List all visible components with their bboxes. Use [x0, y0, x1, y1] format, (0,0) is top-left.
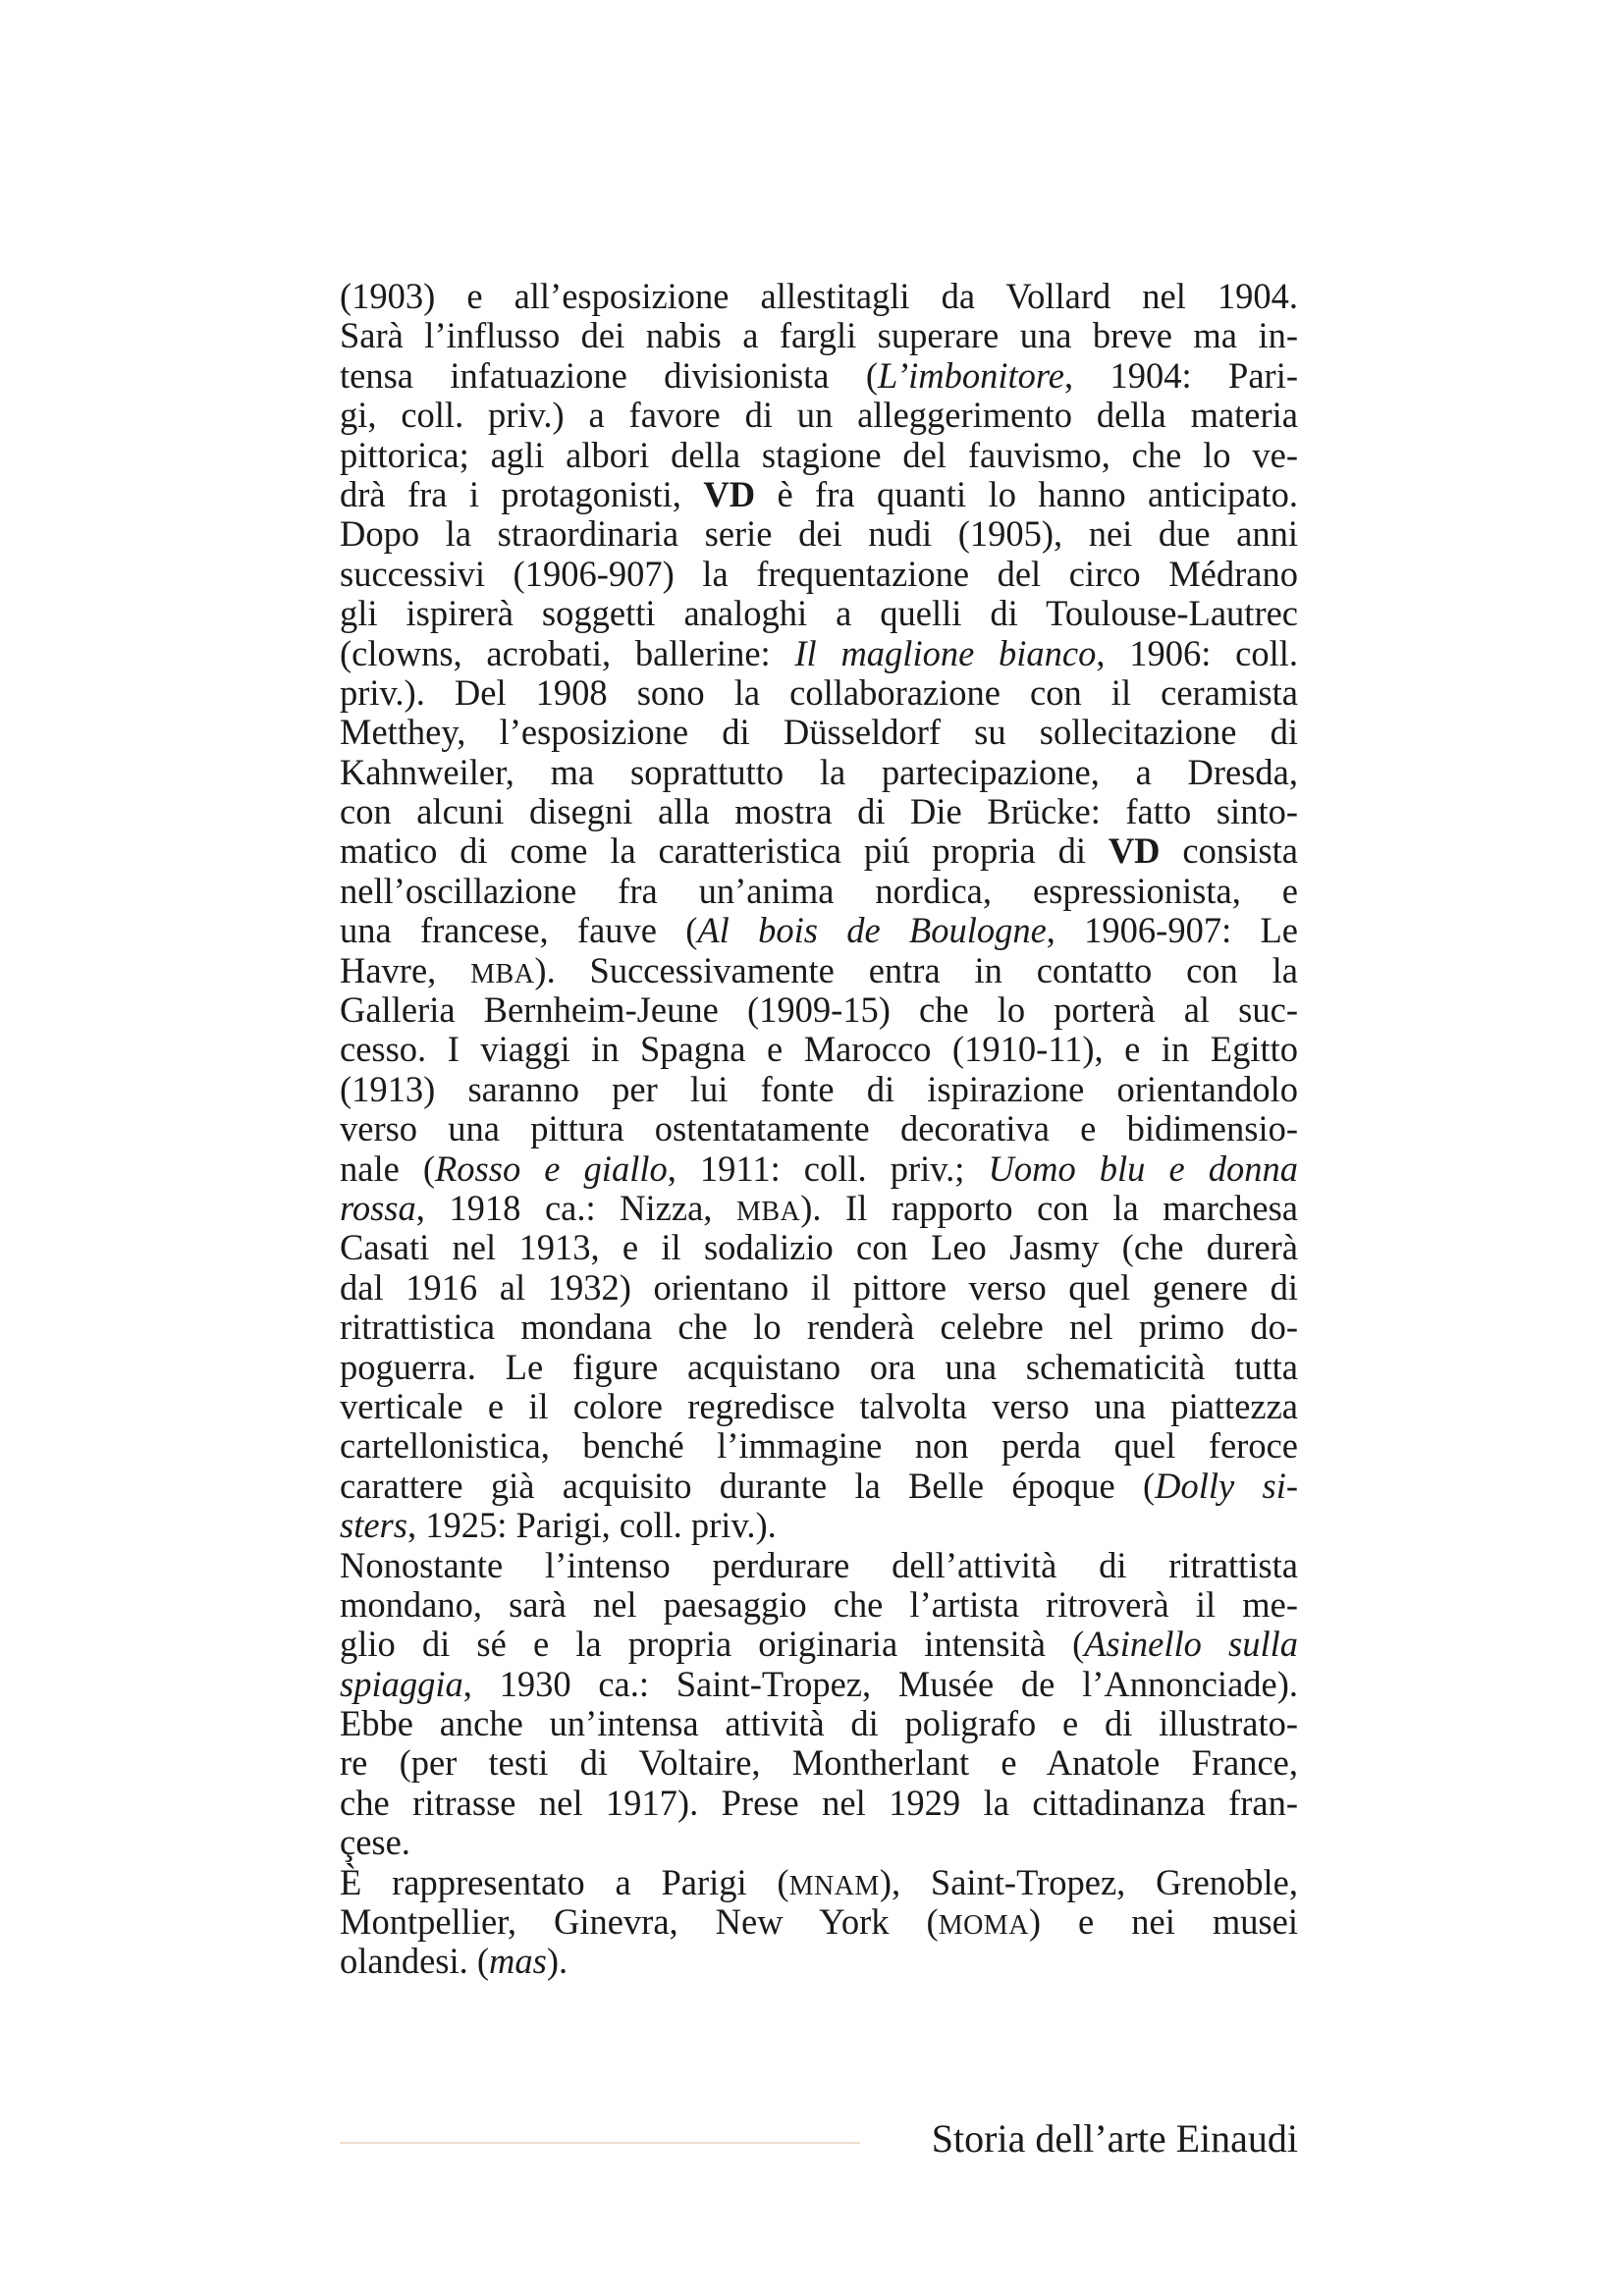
- text-line: [340, 356, 1298, 396]
- italic-text: Dolly si-: [1155, 1465, 1298, 1506]
- text-run: priv.). Del 1908 sono la collaborazione con il ceramista: [340, 671, 1298, 713]
- text-run: Kahnweiler, ma soprattutto la partecipazione, a Dresda,: [340, 751, 1298, 792]
- text-line: [340, 1467, 1298, 1506]
- text-run: olandesi. (: [340, 1941, 490, 1982]
- italic-text: spiaggia: [340, 1663, 463, 1704]
- text-run: È rappresentato a Parigi (: [340, 1861, 789, 1902]
- text-line: [340, 713, 1298, 752]
- text-run: re (per testi di Voltaire, Montherlant e Anatole France,: [340, 1742, 1298, 1784]
- text-run: verticale e il colore regredisce talvolta verso una piattezza: [340, 1385, 1298, 1426]
- italic-text: sters: [340, 1505, 407, 1546]
- text-line: [340, 1070, 1298, 1109]
- text-run: pittorica; agli albori della stagione del fauvismo, che lo ve-: [340, 434, 1298, 475]
- text-run: ) e nei musei: [1028, 1901, 1299, 1943]
- text-line: [340, 1308, 1298, 1347]
- text-run: (clowns, acrobati, ballerine:: [340, 632, 795, 673]
- text-line: [340, 1704, 1298, 1743]
- text-line: [340, 990, 1298, 1030]
- text-run: Montpellier, Ginevra, New York (: [340, 1901, 939, 1943]
- article-body: [340, 277, 1298, 1982]
- text-line: [340, 1942, 1298, 1981]
- text-run: Metthey, l’esposizione di Düsseldorf su sollecitazione di: [340, 712, 1298, 753]
- italic-text: Uomo blu e donna: [988, 1148, 1299, 1189]
- text-run: , 1906-907: Le: [1046, 910, 1298, 951]
- text-run: successivi (1906-907) la frequentazione del circo Médrano: [340, 553, 1298, 594]
- text-line: [340, 1784, 1298, 1823]
- text-run: glio di sé e la propria originaria intensità (: [340, 1624, 1085, 1665]
- text-line: [340, 1863, 1298, 1902]
- italic-text: Asinello sulla: [1084, 1624, 1299, 1665]
- text-line: [340, 872, 1298, 911]
- text-run: cartellonistica, benché l’immagine non perda quel feroce: [340, 1425, 1298, 1467]
- small-caps-text: MBA: [735, 1196, 801, 1227]
- bold-text: VD: [703, 473, 756, 514]
- text-line: [340, 673, 1298, 713]
- text-run: Sarà l’influsso dei nabis a fargli superare una breve ma in-: [340, 315, 1298, 356]
- text-run: , 1918 ca.: Nizza,: [415, 1187, 736, 1228]
- text-run: dal 1916 al 1932) orientano il pittore verso quel genere di: [340, 1266, 1298, 1308]
- text-run: ).: [546, 1941, 568, 1982]
- text-run: Ebbe anche un’intensa attività di poligrafo e di illustrato-: [340, 1703, 1298, 1744]
- text-run: è fra quanti lo hanno anticipato.: [755, 473, 1298, 514]
- italic-text: Rosso e giallo: [435, 1148, 668, 1189]
- small-caps-text: MBA: [470, 958, 535, 989]
- text-line: [340, 1625, 1298, 1664]
- italic-text: L’imbonitore: [878, 354, 1064, 396]
- text-run: gli ispirerà soggetti analoghi a quelli di Toulouse-Lautrec: [340, 593, 1298, 634]
- italic-text: Al bois de Boulogne: [697, 910, 1047, 951]
- text-run: nell’oscillazione fra un’anima nordica, espressionista, e: [340, 870, 1298, 911]
- text-line: [340, 634, 1298, 673]
- text-line: [340, 1902, 1298, 1942]
- text-run: carattere già acquisito durante la Belle époque (: [340, 1465, 1156, 1506]
- text-run: tensa infatuazione divisionista (: [340, 354, 879, 396]
- text-line: [340, 1426, 1298, 1466]
- text-run: (1903) e all’esposizione allestitagli da Vollard nel 1904.: [340, 276, 1298, 316]
- text-run: , 1906: coll.: [1096, 632, 1299, 673]
- text-run: ). Successivamente entra in contatto con la: [534, 949, 1298, 990]
- text-line: [340, 1109, 1298, 1148]
- text-run: matico di come la caratteristica piú propria di: [340, 830, 1109, 872]
- text-run: Casati nel 1913, e il sodalizio con Leo Jasmy (che durerà: [340, 1227, 1298, 1268]
- text-run: (1913) saranno per lui fonte di ispirazione orientandolo: [340, 1068, 1298, 1109]
- italic-text: mas: [489, 1941, 547, 1982]
- text-line: [340, 831, 1298, 871]
- text-line: [340, 594, 1298, 633]
- text-run: drà fra i protagonisti,: [340, 473, 704, 514]
- footer-rule: [340, 2142, 860, 2144]
- text-line: [340, 316, 1298, 355]
- text-line: [340, 1228, 1298, 1267]
- text-line: [340, 1743, 1298, 1783]
- text-line: [340, 753, 1298, 792]
- text-line: [340, 1506, 1298, 1545]
- italic-text: Il maglione bianco: [794, 632, 1097, 673]
- text-line: [340, 1546, 1298, 1585]
- text-run: gi, coll. priv.) a favore di un alleggerimento della materia: [340, 395, 1298, 436]
- text-run: poguerra. Le figure acquistano ora una schematicità tutta: [340, 1346, 1298, 1387]
- text-run: Dopo la straordinaria serie dei nudi (1905), nei due anni: [340, 513, 1298, 555]
- text-run: mondano, sarà nel paesaggio che l’artista ritroverà il me-: [340, 1583, 1298, 1625]
- text-line: [340, 1823, 1298, 1862]
- text-line: [340, 1149, 1298, 1189]
- text-run: çese.: [340, 1822, 410, 1863]
- text-line: [340, 277, 1298, 316]
- text-run: , 1911: coll. priv.;: [667, 1148, 989, 1189]
- text-line: [340, 1387, 1298, 1426]
- text-run: con alcuni disegni alla mostra di Die Brücke: fatto sinto-: [340, 791, 1298, 832]
- text-line: [340, 1585, 1298, 1625]
- text-line: [340, 951, 1298, 990]
- text-line: [340, 911, 1298, 950]
- publication-title: Storia dell’arte Einaudi: [931, 2116, 1298, 2161]
- text-run: consista: [1160, 830, 1298, 872]
- text-run: , 1904: Pari-: [1063, 354, 1299, 396]
- text-run: verso una pittura ostentatamente decorativa e bidimensio-: [340, 1108, 1298, 1149]
- small-caps-text: MOMA: [938, 1910, 1029, 1942]
- text-run: Galleria Bernheim-Jeune (1909-15) che lo porterà al suc-: [340, 989, 1298, 1031]
- text-line: [340, 1348, 1298, 1387]
- italic-text: rossa: [340, 1187, 416, 1228]
- text-line: [340, 436, 1298, 475]
- text-line: [340, 396, 1298, 435]
- text-line: [340, 1189, 1298, 1228]
- text-line: [340, 514, 1298, 554]
- text-run: Nonostante l’intenso perdurare dell’attività di ritrattista: [340, 1544, 1298, 1585]
- text-run: Havre,: [340, 949, 471, 990]
- text-line: [340, 1030, 1298, 1069]
- text-run: nale (: [340, 1148, 436, 1189]
- text-run: una francese, fauve (: [340, 910, 698, 951]
- text-line: [340, 1665, 1298, 1704]
- text-run: cesso. I viaggi in Spagna e Marocco (1910-11), e in Egitto: [340, 1029, 1298, 1070]
- small-caps-text: MNAM: [788, 1870, 880, 1901]
- text-line: [340, 1268, 1298, 1308]
- page-footer: [340, 2115, 1298, 2164]
- text-run: , 1925: Parigi, coll. priv.).: [406, 1505, 777, 1546]
- text-line: [340, 475, 1298, 514]
- text-line: [340, 555, 1298, 594]
- text-run: ), Saint-Tropez, Grenoble,: [879, 1861, 1298, 1902]
- text-run: che ritrasse nel 1917). Prese nel 1929 la cittadinanza fran-: [340, 1782, 1298, 1823]
- text-run: ritrattistica mondana che lo renderà celebre nel primo do-: [340, 1307, 1298, 1348]
- bold-text: VD: [1108, 830, 1161, 872]
- text-run: , 1930 ca.: Saint-Tropez, Musée de l’Annonciade).: [462, 1663, 1298, 1704]
- text-line: [340, 792, 1298, 831]
- text-run: ). Il rapporto con la marchesa: [800, 1187, 1298, 1228]
